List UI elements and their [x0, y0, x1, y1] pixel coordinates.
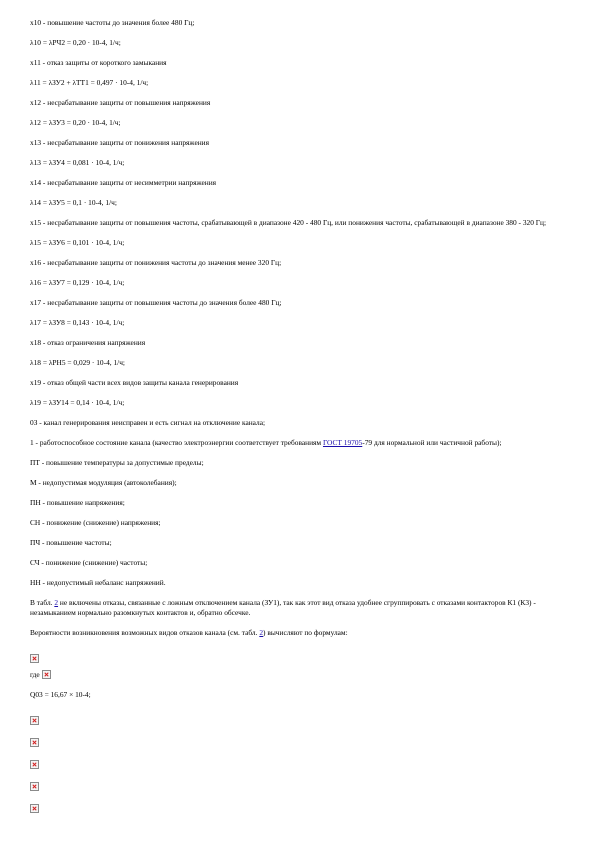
formula-image-row — [30, 710, 565, 722]
broken-image-icon — [30, 716, 39, 725]
broken-image-icon — [42, 670, 51, 679]
parameter-line: x11 - отказ защиты от короткого замыкания — [30, 58, 167, 67]
table-2-link-2[interactable]: 2 — [259, 628, 264, 637]
parameter-line: λ10 = λРЧ2 = 0,20 · 10-4, 1/ч; — [30, 38, 121, 47]
note-text: В табл. — [30, 598, 55, 607]
formula-image-row — [30, 798, 565, 810]
parameter-line: λ19 = λЗУ14 = 0,14 · 10-4, 1/ч; — [30, 398, 125, 407]
legend-item: СН - понижение (снижение) напряжения; — [30, 518, 161, 527]
state-1-text-tail: -79 для нормальной или частичной работы); — [362, 438, 502, 447]
probability-intro — [30, 628, 565, 638]
formula-image-row — [30, 732, 565, 744]
gost-link[interactable]: ГОСТ 19705 — [322, 438, 363, 447]
state-1-definition — [30, 438, 565, 448]
table-note — [30, 598, 565, 618]
parameter-line: λ12 = λЗУ3 = 0,20 · 10-4, 1/ч; — [30, 118, 121, 127]
parameter-line: λ13 = λЗУ4 = 0,081 · 10-4, 1/ч; — [30, 158, 125, 167]
parameter-list — [30, 18, 565, 428]
legend-item: ПЧ - повышение частоты; — [30, 538, 112, 547]
state-1-text: 1 - работоспособное состояние канала (качество электроэнергии соответствует требованиям — [30, 438, 323, 447]
parameter-line: x14 - несрабатывание защиты от несимметрии напряжения — [30, 178, 217, 187]
legend-item: М - недопустимая модуляция (автоколебания); — [30, 478, 177, 487]
probability-text: Вероятности возникновения возможных видов отказов канала (см. табл. — [30, 628, 260, 637]
formula-image-row — [30, 776, 565, 788]
parameter-line: λ17 = λЗУ8 = 0,143 · 10-4, 1/ч; — [30, 318, 125, 327]
formula-image-row — [30, 648, 565, 660]
broken-image-icon — [30, 738, 39, 747]
parameter-line: x15 - несрабатывание защиты от повышения частоты, срабатывающей в диапазоне 420 - 480 Гц, или понижения частоты, срабатывающей в диапазоне 380 - 320 Гц; — [30, 218, 547, 227]
parameter-line: λ18 = λРН5 = 0,029 · 10-4, 1/ч; — [30, 358, 125, 367]
parameter-line: λ11 = λЗУ2 + λТТ1 = 0,497 · 10-4, 1/ч; — [30, 78, 149, 87]
where-line — [30, 670, 565, 680]
broken-image-icon — [30, 804, 39, 813]
parameter-line: x19 - отказ общей части всех видов защиты канала генерирования — [30, 378, 239, 387]
q03-value: Q03 = 16,67 × 10-4; — [30, 690, 91, 699]
probability-text-tail: ) вычисляют по формулам: — [263, 628, 348, 637]
parameter-line: λ15 = λЗУ6 = 0,101 · 10-4, 1/ч; — [30, 238, 125, 247]
broken-image-icon — [30, 782, 39, 791]
legend-list — [30, 458, 565, 588]
note-text-tail: не включены отказы, связанные с ложным отключением канала (ЗУ1), так как этот вид отказа удобнее сгруппировать с отказами контакторов К1 (К3) - незамыканием нормально разомкнутых контактов и, обратно обсечке. — [30, 598, 536, 617]
parameter-line: x18 - отказ ограничения напряжения — [30, 338, 146, 347]
parameter-line: x10 - повышение частоты до значения более 480 Гц; — [30, 18, 195, 27]
parameter-line: x16 - несрабатывание защиты от понижения частоты до значения менее 320 Гц; — [30, 258, 282, 267]
legend-item: НН - недопустимый небаланс напряжений. — [30, 578, 166, 587]
legend-item: ПН - повышение напряжения; — [30, 498, 125, 507]
broken-image-icon — [30, 654, 39, 663]
parameter-line: x17 - несрабатывание защиты от повышения частоты до значения более 480 Гц; — [30, 298, 282, 307]
parameter-line: x12 - несрабатывание защиты от повышения напряжения — [30, 98, 211, 107]
parameter-line: λ16 = λЗУ7 = 0,129 · 10-4, 1/ч; — [30, 278, 125, 287]
parameter-line: λ14 = λЗУ5 = 0,1 · 10-4, 1/ч; — [30, 198, 117, 207]
legend-item: ПТ - повышение температуры за допустимые пределы; — [30, 458, 204, 467]
parameter-line: 0З - канал генерирования неисправен и есть сигнал на отключение канала; — [30, 418, 266, 427]
formula-image-row — [30, 754, 565, 766]
parameter-line: x13 - несрабатывание защиты от понижения напряжения — [30, 138, 210, 147]
legend-item: СЧ - понижение (снижение) частоты; — [30, 558, 148, 567]
where-label: где — [30, 670, 40, 679]
table-2-link[interactable]: 2 — [54, 598, 59, 607]
broken-image-icon — [30, 760, 39, 769]
